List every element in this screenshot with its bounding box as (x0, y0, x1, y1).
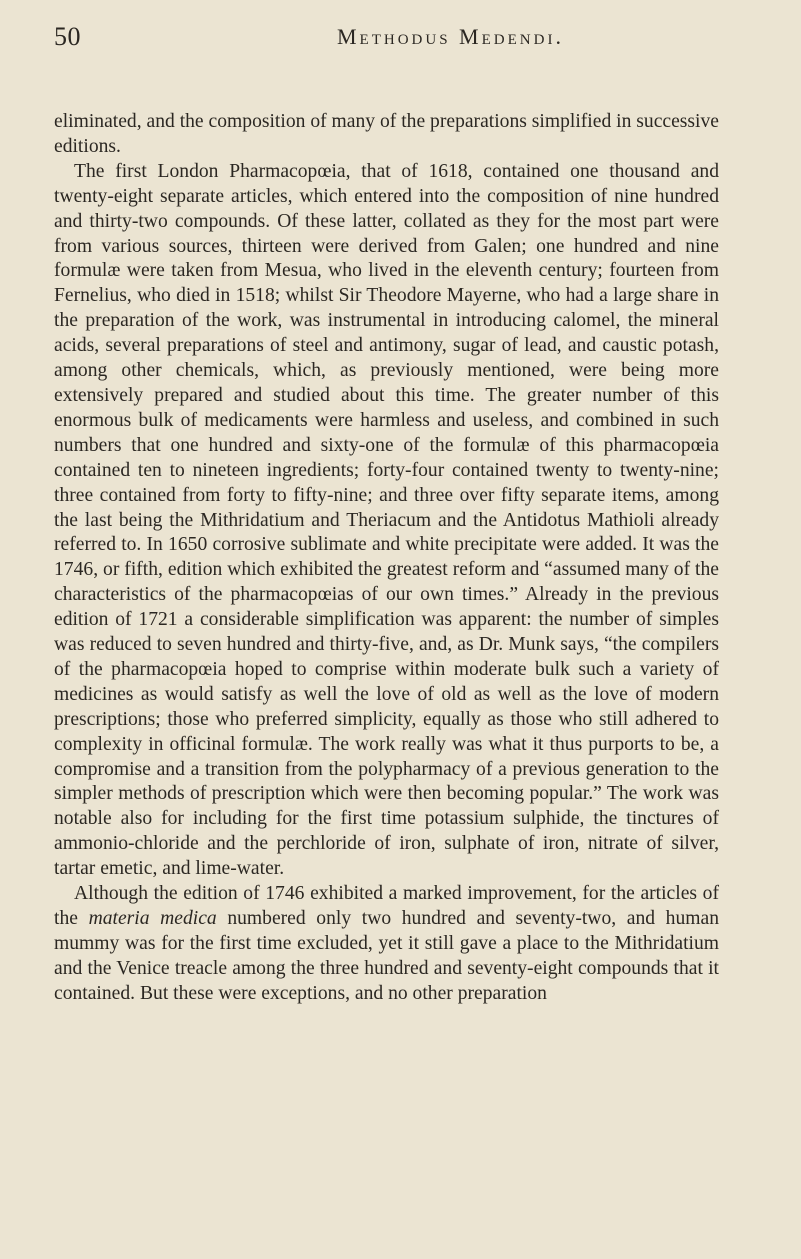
italic-materia-medica: materia medica (88, 908, 217, 929)
paragraph-first-pharmacopoeia: The first London Pharmacopœia, that of 1618, contained one thousand and twenty-eight separate articles, which entered into the composition of nine hundred and thirty-two compounds. Of these latter, collated as they for the most part were from various sources, thirteen were derived from Galen; one hundred and nine formulæ were taken from Mesua, who lived in the eleventh century; fourteen from Fernelius, who died in 1518; whilst Sir Theodore Mayerne, who had a large share in the preparation of the work, was instrumental in introducing calomel, the mineral acids, several preparations of steel and antimony, sugar of lead, and caustic potash, among other chemicals, which, as previously mentioned, were being more extensively prepared and studied about this time. The greater number of this enormous bulk of medicaments were harmless and useless, and combined in such numbers that one hundred and sixty-one of the formulæ of this pharmacopœia contained ten to nineteen ingredients; forty-four contained twenty to twenty-nine; three contained from forty to fifty-nine; and three over fifty separate items, among the last being the Mithridatium and Theriacum and the Antidotus Mathioli already referred to. In 1650 corrosive sublimate and white precipitate were added. It was the 1746, or fifth, edition which exhibited the greatest reform and “assumed many of the characteristics of the pharmacopœias of our own times.” Already in the previous edition of 1721 a considerable simplification was apparent: the number of simples was reduced to seven hundred and thirty-five, and, as Dr. Munk says, “the compilers of the pharmacopœia hoped to comprise within moderate bulk such a variety of medicines as would satisfy as well the love of old as well as the love of modern prescriptions; those who preferred simplicity, equally as those who still adhered to complexity in officinal formulæ. The work really was what it thus purports to be, a compromise and a transition from the polypharmacy of a previous generation to the simpler methods of prescription which were then becoming popular.” The work was notable also for including for the first time potassium sulphide, the tinctures of ammonio-chloride and the perchloride of iron, sulphate of iron, nitrate of silver, tartar emetic, and lime-water. (54, 160, 719, 880)
paragraph-text-after: numbered only two hundred and seventy-two, and human mummy was for the first time excluded, yet it still gave a place to the Mithridatium and the Venice treacle among the three hundred and seventy-eight compounds that it contained. But these were exceptions, and no other preparation (54, 908, 719, 1004)
paragraph-continuation: eliminated, and the composition of many of the preparations simplified in successive editions. (54, 111, 719, 157)
running-title: Methodus Medendi. (337, 24, 564, 49)
paragraph-text-before: Although the edition of 1746 exhibited a marked improvement, for the articles of the (54, 883, 719, 929)
running-head (54, 22, 719, 70)
paragraph-edition-1746 (54, 882, 719, 1007)
body-text (54, 110, 719, 1007)
page-number: 50 (54, 22, 81, 51)
